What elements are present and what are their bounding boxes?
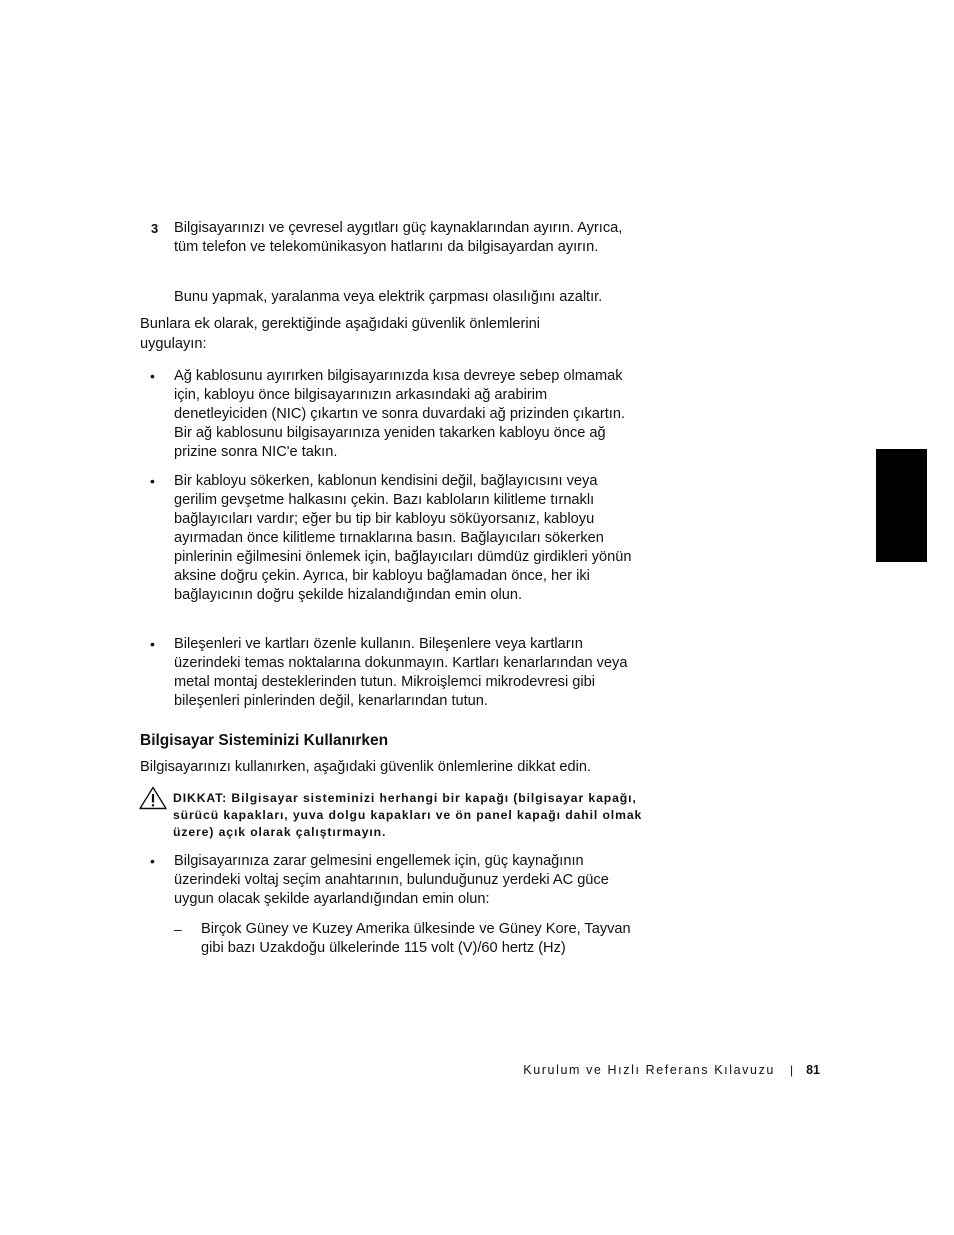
bullet-marker: • [150, 636, 155, 652]
page-footer [480, 1062, 820, 1078]
bullet-marker: • [150, 473, 155, 489]
bullet-item-voltage-switch: Bilgisayarınıza zarar gelmesini engellemek için, güç kaynağının üzerindeki voltaj seçim anahtarının, bulunduğunuz yerdeki AC güce uygun olacak şekilde ayarlandığından emin olun: [174, 853, 609, 907]
step-text: Bilgisayarınızı ve çevresel aygıtları güç kaynaklarından ayırın. Ayrıca, tüm telefon ve telekomünikasyon hatlarını da bilgisayardan ayırın. [174, 220, 623, 255]
bullet-item-cable-disconnect: Bir kabloyu sökerken, kablonun kendisini değil, bağlayıcısını veya gerilim gevşetme halkasını çekin. Bazı kabloların kilitleme tırnaklı bağlayıcıları vardır; eğer bu tip bir kabloyu söküyorsanız, kabloyu ayırmadan önce kilitleme tırnaklarına basın. Bağlayıcıları sökerken pinlerinin eğilmesini önlemek için, bağlayıcıları dümdüz girdikleri yönün aksine doğru çekin. Ayrıca, bir kabloyu bağlamadan önce, her iki bağlayıcının doğru şekilde hizalandığından emin olun. [174, 473, 632, 603]
step-number: 3 [151, 221, 159, 236]
dash-marker: – [174, 921, 182, 937]
dash-item-115v: Birçok Güney ve Kuzey Amerika ülkesinde ve Güney Kore, Tayvan gibi bazı Uzakdoğu ülkelerinde 115 volt (V)/60 hertz (Hz) [201, 921, 631, 956]
section-tab-marker [876, 449, 927, 562]
caution-notice: DIKKAT: Bilgisayar sisteminizi herhangi bir kapağı (bilgisayar kapağı, sürücü kapakları, yuva dolgu kapakları ve ön panel kapağı dahil olmak üzere) açık olarak çalıştırmayın. [173, 791, 643, 839]
footer-title: Kurulum ve Hızlı Referans Kılavuzu [523, 1063, 775, 1077]
section-heading: Bilgisayar Sisteminizi Kullanırken [140, 732, 389, 749]
bullet-item-network-cable: Ağ kablosunu ayırırken bilgisayarınızda kısa devreye sebep olmamak için, kabloyu önce bilgisayarınızın arkasındaki ağ arabirim denetleyiciden (NIC) çıkartın ve sonra duvardaki ağ prizinden çıkartın. Bir ağ kablosunu bilgisayarınıza yeniden takarken kabloyu önce ağ prizine sonra NIC'e takın. [174, 368, 626, 460]
page-number: 81 [806, 1063, 820, 1077]
warning-triangle-icon [139, 786, 167, 810]
bullet-marker: • [150, 368, 155, 384]
intro-paragraph: Bunlara ek olarak, gerektiğinde aşağıdaki güvenlik önlemlerini uygulayın: [140, 316, 540, 352]
section-intro: Bilgisayarınızı kullanırken, aşağıdaki güvenlik önlemlerine dikkat edin. [140, 759, 592, 775]
footer-separator: | [789, 1063, 794, 1077]
bullet-marker: • [150, 853, 155, 869]
step-note: Bunu yapmak, yaralanma veya elektrik çarpması olasılığını azaltır. [174, 289, 603, 305]
bullet-item-components: Bileşenleri ve kartları özenle kullanın. Bileşenlere veya kartların üzerindeki temas noktalarına dokunmayın. Kartları kenarlarından veya metal montaj desteklerinden tutun. Mikroişlemci mikrodevresi gibi bileşenleri pinlerinden değil, kenarlarından tutun. [174, 636, 628, 709]
